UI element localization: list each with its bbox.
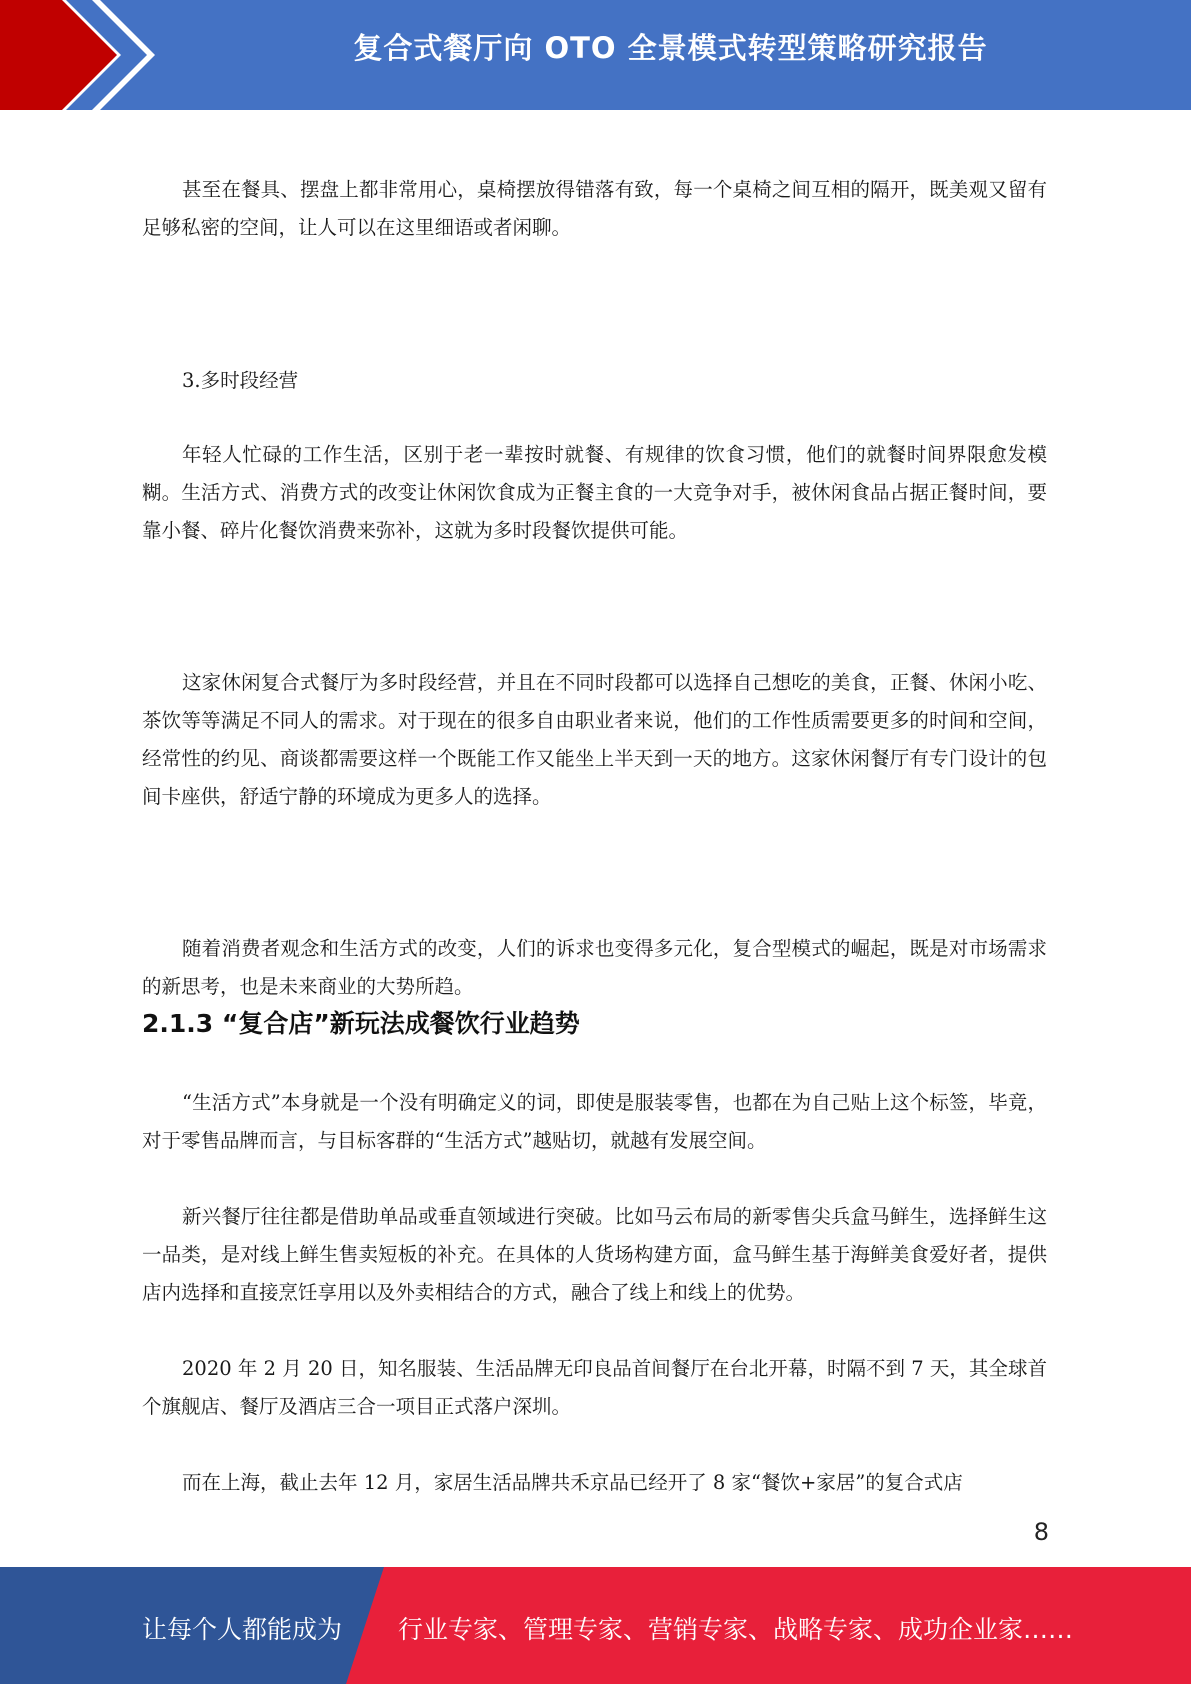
page-footer [0, 1567, 1191, 1684]
paragraph-leisure-restaurant: 这家休闲复合式餐厅为多时段经营，并且在不同时段都可以选择自己想吃的美食，正餐、休闲小吃、茶饮等等满足不同人的需求。对于现在的很多自由职业者来说，他们的工作性质需要更多的时间和空间，经常性的约见、商谈都需要这样一个既能工作又能坐上半天到一天的地方。这家休闲餐厅有专门设计的包间卡座供，舒适宁静的环境成为更多人的选择。 [142, 671, 1047, 808]
paragraph-new-restaurants: 新兴餐厅往往都是借助单品或垂直领域进行突破。比如马云布局的新零售尖兵盒马鲜生，选择鲜生这一品类，是对线上鲜生售卖短板的补充。在具体的人货场构建方面，盒马鲜生基于海鲜美食爱好者，提供店内选择和直接烹饪享用以及外卖相结合的方式，融合了线上和线上的优势。 [142, 1205, 1047, 1304]
paragraph-consumer-change: 随着消费者观念和生活方式的改变，人们的诉求也变得多元化，复合型模式的崛起，既是对市场需求的新思考，也是未来商业的大势所趋。 [142, 937, 1047, 998]
report-title: 复合式餐厅向 OTO 全景模式转型策略研究报告 [353, 31, 988, 65]
page-number: 8 [1033, 1518, 1049, 1546]
footer-slogan-right: 行业专家、管理专家、营销专家、战略专家、成功企业家…… [398, 1615, 1074, 1644]
paragraph-young-people: 年轻人忙碌的工作生活，区别于老一辈按时就餐、有规律的饮食习惯，他们的就餐时间界限愈发模糊。生活方式、消费方式的改变让休闲饮食成为正餐主食的一大竞争对手，被休闲食品占据正餐时间，要靠小餐、碎片化餐饮消费来弥补，这就为多时段餐饮提供可能。 [142, 443, 1047, 542]
page-header [0, 0, 1191, 110]
paragraph-tableware: 甚至在餐具、摆盘上都非常用心，桌椅摆放得错落有致，每一个桌椅之间互相的隔开，既美观又留有足够私密的空间，让人可以在这里细语或者闲聊。 [142, 178, 1047, 239]
subheading-multi-period: 3.多时段经营 [182, 369, 299, 392]
paragraph-shanghai: 而在上海，截止去年 12 月，家居生活品牌共禾京品已经开了 8 家“餐饮+家居”的复合式店 [182, 1471, 963, 1494]
paragraph-muji: 2020 年 2 月 20 日，知名服装、生活品牌无印良品首间餐厅在台北开幕，时隔不到 7 天，其全球首个旗舰店、餐厅及酒店三合一项目正式落户深圳。 [142, 1357, 1047, 1418]
footer-slogan-left: 让每个人都能成为 [142, 1615, 343, 1644]
paragraph-lifestyle: “生活方式”本身就是一个没有明确定义的词，即使是服装零售，也都在为自己贴上这个标签，毕竟，对于零售品牌而言，与目标客群的“生活方式”越贴切，就越有发展空间。 [142, 1091, 1047, 1152]
section-heading: 2.1.3 “复合店”新玩法成餐饮行业趋势 [142, 1009, 580, 1038]
